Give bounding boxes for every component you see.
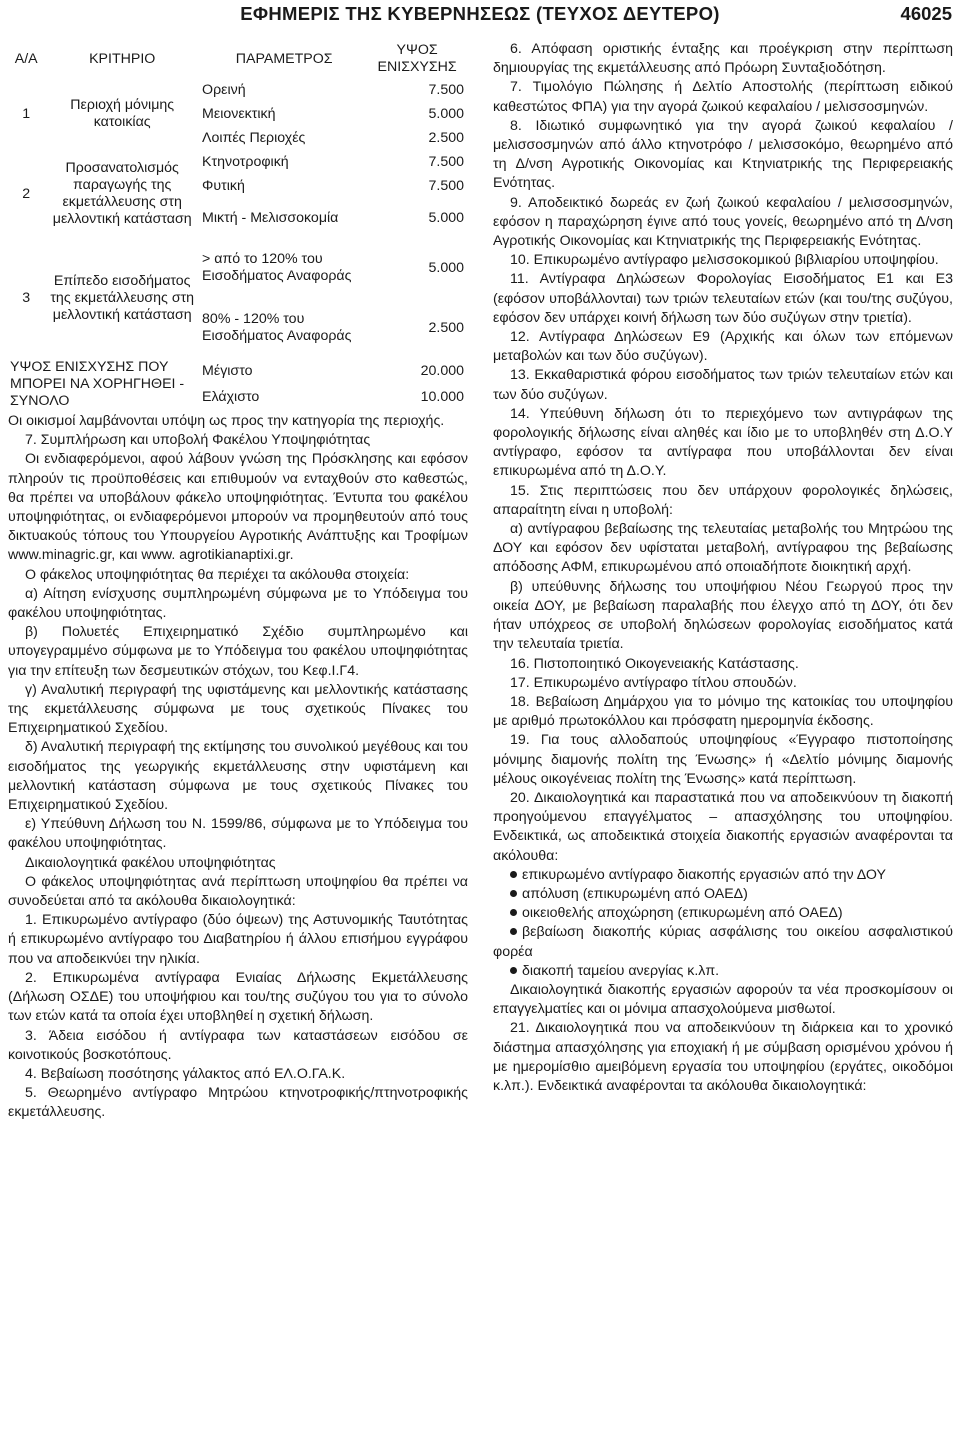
paragraph: Ο φάκελος υποψηφιότητας θα περιέχει τα ακόλουθα στοιχεία: [25,566,410,583]
bullet-text: διακοπή ταμείου ανεργίας κ.λπ. [522,962,720,979]
table-row [8,358,470,384]
parameter-label: Μικτή - Μελισσοκομία [202,209,339,226]
bullet-item [493,885,953,904]
parameter-label: 80% - 120% του Εισοδήματος Αναφοράς [202,311,352,344]
parameter-label: Ελάχιστο [202,388,260,405]
list-item: β) υπεύθυνης δήλωσης του υποψήφιου Νέου Γεωργού προς την οικεία ΔΟΥ, με βεβαίωση παραλαβής που έλεγχο από τη ΔΟΥ, ότι δεν ήταν υπόχρεος σε υποβολή δηλώσεων φορολογίας εισοδήματος κατά την τελευταία τριετία. [493,578,953,653]
paragraph: Δικαιολογητικά διακοπής εργασιών αφορούν τα νέα προσκομίσουν οι επαγγελματίες και οι μόνιμα απασχολούμενα μισθωτοί. [493,981,953,1018]
amount-value: 10.000 [420,388,464,405]
list-item: 11. Αντίγραφα Δηλώσεων Φορολογίας Εισοδήματος Ε1 και Ε3 (εφόσον υποβάλλονται) των τριών τελευταίων ετών (και του/της συζύγου, εφόσον δεν υπάρχει κοινή δήλωση των δύο συζύγων στην τριετία). [493,271,953,326]
header-parameter: ΠΑΡΑΜΕΤΡΟΣ [235,50,333,67]
bullet-text: οικειοθελής αποχώρηση (επικυρωμένη από ΟΑΕΔ) [522,905,843,922]
section-heading: 7. Συμπλήρωση και υποβολή Φακέλου Υποψηφιότητας [25,432,371,449]
total-label: ΥΨΟΣ ΕΝΙΣΧΥΣΗΣ ΠΟΥ ΜΠΟΡΕΙ ΝΑ ΧΟΡΗΓΗΘΕΙ - ΣΥΝΟΛΟ [10,358,185,409]
list-item: 16. Πιστοποιητικό Οικογενειακής Κατάστασης. [510,655,799,672]
list-item: 6. Απόφαση οριστικής ένταξης και προέγκριση στην περίπτωση δημιουργίας της εκμετάλλευσης από Πρόωρη Συνταξιοδότηση. [493,41,953,77]
list-item: β) Πολυετές Επιχειρηματικό Σχέδιο συμπληρωμένο και υπογεγραμμένο σύμφωνα με το Υπόδειγμα του φακέλου υποψηφιότητας για την επίτευξη των δεσμευτικών στόχων, του Κεφ.Ι.Γ4. [8,624,468,679]
list-item: 17. Επικυρωμένο αντίγραφο τίτλου σπουδών. [510,674,797,691]
section-heading: Δικαιολογητικά φακέλου υποψηφιότητας [25,854,276,871]
bullet-icon [510,890,517,897]
list-item: δ) Αναλυτική περιγραφή της εκτίμησης του συνολικού μεγέθους και του εισοδήματος της γεωργικής εκμετάλλευσης στην υφιστάμενη και μελλοντική κατάσταση σύμφωνα με τους σχετικούς Πίνακες του Επιχειρηματικού Σχεδίου. [8,739,468,814]
criterion-number: 1 [22,105,31,122]
left-column [8,40,468,1123]
amount-value: 5.000 [428,259,464,276]
amount-value: 7.500 [428,81,464,98]
list-item: 12. Αντίγραφα Δηλώσεων Ε9 (Αρχικής και όλων των επόμενων μεταβολών και των δύο συζύγων). [493,329,953,365]
amount-value: 2.500 [428,319,464,336]
parameter-label: Φυτική [202,177,245,194]
list-item: 4. Βεβαίωση ποσότησης γάλακτος από ΕΛ.Ο.ΓΑ.Κ. [25,1065,346,1082]
paragraph: Οι οικισμοί λαμβάνονται υπόψη ως προς την κατηγορία της περιοχής. [8,413,445,429]
parameter-label: Κτηνοτροφική [202,153,289,170]
list-item: 14. Υπεύθυνη δήλωση ότι το περιεχόμενο των αντιγράφων της φορολογικής δήλωσης είναι αληθές και ίδιο με το υποβληθέν στη Δ.Ο.Υ αντίγραφο, εφόσον τα αντίγραφα που υποβάλλονται δεν είναι επικυρωμένα από τη Δ.Ο.Υ. [493,405,953,480]
amount-value: 7.500 [428,177,464,194]
parameter-label: Μέγιστο [202,362,253,379]
paragraph: Οι ενδιαφερόμενοι, αφού λάβουν γνώση της Πρόσκλησης και εφόσον πληρούν τις προϋποθέσεις και επιθυμούν να ενταχθούν στο καθεστώς, θα πρέπει να υποβάλουν φάκελο υποψηφιότητας. Έντυπα του φακέλου υποψηφιότητας, οι ενδιαφερόμενοι μπορούν να προμηθευτούν από τους δικτυακούς τόπους του Υπουργείου Αγροτικής Ανάπτυξης και Τροφίμων www.minagric.gr, και www. agrotikianaptixi.gr. [8,451,468,564]
list-item: 1. Επικυρωμένο αντίγραφο (δύο όψεων) της Αστυνομικής Ταυτότητας ή επικυρωμένο αντίγραφο του Διαβατηρίου ή άλλου επισήμου εγγράφου που να αποδεικνύει την ηλικία. [8,912,468,967]
page-header [0,0,960,34]
parameter-label: > από το 120% του Εισοδήματος Αναφοράς [202,251,352,284]
bullet-text: βεβαίωση διακοπής κύριας ασφάλισης του οικείου ασφαλιστικού φορέα [493,924,953,960]
bullet-text: επικυρωμένο αντίγραφο διακοπής εργασιών από την ΔΟΥ [522,866,886,883]
parameter-label: Ορεινή [202,81,246,98]
table-row [8,150,470,174]
table-row [8,238,470,298]
amount-value: 20.000 [420,362,464,379]
list-item: 19. Για τους αλλοδαπούς υποψηφίους «Έγγραφο πιστοποίησης μόνιμης διαμονής πολίτη της Ένωσης» ή «Δελτίο μόνιμης διαμονής μέλους οικογένειας πολίτη της Ένωσης» κατά περίπτωση. [493,732,953,787]
bullet-icon [510,909,517,916]
list-item: 13. Εκκαθαριστικά φόρου εισοδήματος των τριών τελευταίων ετών και των δύο συζύγων. [493,367,953,403]
bullet-text: απόλυση (επικυρωμένη από ΟΑΕΔ) [522,885,748,902]
list-item: 20. Δικαιολογητικά και παραστατικά που να αποδεικνύουν τη διακοπή προηγούμενου επαγγέλματος – απασχόλησης του υποψηφίου. Ενδεικτικά, ως αποδεικτικά στοιχεία διακοπής εργασιών αναφέρονται τα ακόλουθα: [493,789,953,864]
right-column [493,40,953,1096]
scoring-table [8,40,470,410]
list-item: 18. Βεβαίωση Δημάρχου για το μόνιμο της κατοικίας του υποψηφίου με αριθμό πρωτοκόλλου και πρόσφατη ημερομηνία έκδοσης. [493,693,953,730]
criterion-number: 2 [22,185,31,202]
list-item: 3. Άδεια εισόδου ή αντίγραφα των καταστάσεων εισόδου σε κοινοτικούς βοσκοτόπους. [8,1027,468,1063]
list-item: 10. Επικυρωμένο αντίγραφο μελισσοκομικού βιβλιαρίου υποψηφίου. [510,252,939,269]
parameter-label: Λοιπές Περιοχές [202,129,306,146]
list-item: γ) Αναλυτική περιγραφή της υφιστάμενης και μελλοντικής κατάστασης της εκμετάλλευσης σύμφωνα με τους σχετικούς Πίνακες του Επιχειρηματικού Σχεδίου. [8,681,468,737]
bullet-item [493,904,953,923]
list-item: 5. Θεωρημένο αντίγραφο Μητρώου κτηνοτροφικής/πτηνοτροφικής εκμετάλλευσης. [8,1085,468,1121]
list-item: 2. Επικυρωμένα αντίγραφα Ενιαίας Δήλωσης Εκμετάλλευσης (Δήλωση ΟΣΔΕ) του υποψήφιου και του/της συζύγου του για το σύνολο των ετών κατά τα οποία έχει υποβληθεί η σχετική δήλωση. [8,969,468,1025]
header-aa: Α/Α [14,50,38,67]
bullet-item [493,962,953,981]
list-item: 8. Ιδιωτικό συμφωνητικό για την αγορά ζωικού κεφαλαίου / μελισσοσμηνών από άλλο κτηνοτρόφο / μελισσοκόμο, θεωρημένο από τη Δ/νση Αγροτικής Οικονομίας και Κτηνιατρικής της Περιφερειακής Ενότητας. [493,117,953,192]
table-header-row [8,40,470,78]
list-item: 15. Στις περιπτώσεις που δεν υπάρχουν φορολογικές δηλώσεις, απαραίτητη είναι η υποβολή: [493,482,953,518]
header-amount: ΥΨΟΣ ΕΝΙΣΧΥΣΗΣ [377,42,457,75]
list-item: 9. Αποδεικτικό δωρεάς εν ζωή ζωικού κεφαλαίου / μελισσοσμηνών, εφόσον η παραχώρηση έγινε από τους γονείς, θεωρημένο από τη Δ/νση Αγροτικής Οικονομίας και Κτηνιατρικής της Περιφερειακής Ενότητας. [493,194,953,250]
page-number: 46025 [900,3,952,24]
list-item: 21. Δικαιολογητικά που να αποδεικνύουν τη διάρκεια και το χρονικό διάστημα απασχόλησης για εποχιακή ή με σύμβαση ορισμένου χρόνου ή με ημερομίσθιο αμειβόμενη εργασία του υποψηφίου (εργάτες, οικοδόμοι κ.λπ.). Ενδεικτικά αναφέρονται τα ακόλουθα δικαιολογητικά: [493,1020,953,1094]
amount-value: 2.500 [428,129,464,146]
bullet-icon [510,967,517,974]
criterion-label: Προσανατολισμός παραγωγής της εκμετάλλευσης στη μελλοντική κατάσταση [52,160,192,227]
parameter-label: Μειονεκτική [202,105,276,122]
amount-value: 5.000 [428,209,464,226]
criterion-label: Περιοχή μόνιμης κατοικίας [70,97,175,130]
bullet-item [493,866,953,885]
table-row [8,78,470,102]
list-item: 7. Τιμολόγιο Πώλησης ή Δελτίο Αποστολής (περίπτωση ειδικού καθεστώτος ΦΠΑ) για την αγορά ζωικού κεφαλαίου / μελισσοσμηνών. [493,79,953,115]
amount-value: 5.000 [428,105,464,122]
list-item: α) αντίγραφου βεβαίωσης της τελευταίας μεταβολής του Μητρώου της ΔΟΥ και εφόσον δεν υφίσταται μεταβολή, αντίγραφου της βεβαίωσης απόδοσης ΑΦΜ, επικυρωμένου από οποιαδήποτε διοικητική αρχή. [493,521,953,576]
amount-value: 7.500 [428,153,464,170]
bullet-icon [510,928,517,935]
list-item: ε) Υπεύθυνη Δήλωση του Ν. 1599/86, σύμφωνα με το Υπόδειγμα του φακέλου υποψηφιότητας. [8,816,468,852]
gazette-title: ΕΦΗΜΕΡΙΣ ΤΗΣ ΚΥΒΕΡΝΗΣΕΩΣ (ΤΕΥΧΟΣ ΔΕΥΤΕΡΟ) [240,3,720,24]
paragraph: Ο φάκελος υποψηφιότητας ανά περίπτωση υποψηφίου θα πρέπει να συνοδεύεται από τα ακόλουθα δικαιολογητικά: [8,873,468,910]
bullet-icon [510,871,517,878]
header-criterion: ΚΡΙΤΗΡΙΟ [89,50,156,67]
criterion-number: 3 [22,289,31,306]
criterion-label: Επίπεδο εισοδήματος της εκμετάλλευσης στη μελλοντική κατάσταση [50,272,195,323]
bullet-item [493,923,953,961]
list-item: α) Αίτηση ενίσχυσης συμπληρωμένη σύμφωνα με το Υπόδειγμα του φακέλου υποψηφιότητας. [8,585,468,622]
